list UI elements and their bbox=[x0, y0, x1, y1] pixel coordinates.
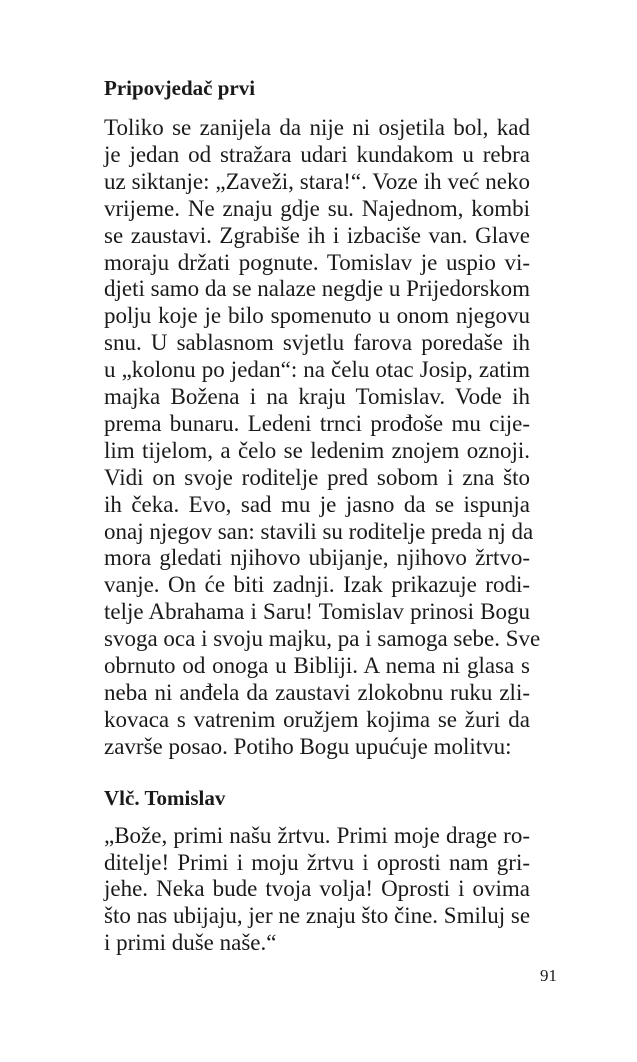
paragraph-line: lim tijelom, a čelo se ledenim znojem oznoji. bbox=[104, 437, 530, 463]
paragraph-line: vrijeme. Ne znaju gdje su. Najednom, kombi bbox=[104, 195, 530, 221]
paragraph-line: polju koje je bilo spomenuto u onom njegovu bbox=[104, 303, 530, 329]
paragraph-line: svoga oca i svoju majku, pa i samoga sebe. Sve bbox=[104, 626, 541, 652]
paragraph-line: završe posao. Potiho Bogu upućuje molitvu: bbox=[104, 733, 512, 759]
paragraph-line: mora gledati njihovo ubijanje, njihovo žrtvo- bbox=[104, 545, 530, 571]
paragraph-line: snu. U sablasnom svjetlu farova poredaše ih bbox=[104, 330, 530, 356]
page-number: 91 bbox=[540, 966, 557, 985]
paragraph-line: majka Božena i na kraju Tomislav. Vode ih bbox=[104, 384, 530, 409]
paragraph-line: telje Abrahama i Saru! Tomislav prinosi Bogu bbox=[104, 599, 530, 625]
paragraph-line: Toliko se zanijela da nije ni osjetila bol, kad bbox=[104, 115, 530, 140]
paragraph-line: u „kolonu po jedan“: na čelu otac Josip, zatim bbox=[104, 357, 530, 383]
quote-line: i primi duše naše.“ bbox=[104, 930, 277, 956]
paragraph-line: je jedan od stražara udari kundakom u rebra bbox=[104, 141, 530, 167]
paragraph-line: kovaca s vatrenim oružjem kojima se žuri da bbox=[104, 706, 530, 732]
quote-line: jehe. Neka bude tvoja volja! Oprosti i ovima bbox=[104, 876, 530, 902]
paragraph-line: ih čeka. Evo, sad mu je jasno da se ispunja bbox=[104, 491, 530, 517]
quote-line: što nas ubijaju, jer ne znaju što čine. Smiluj se bbox=[104, 903, 531, 929]
paragraph-line: djeti samo da se nalaze negdje u Prijedorskom bbox=[104, 276, 531, 302]
paragraph-line: obrnuto od onoga u Bibliji. A nema ni glasa s bbox=[104, 653, 530, 678]
paragraph-line: vanje. On će biti zadnji. Izak prikazuje rodi- bbox=[104, 572, 530, 598]
paragraph-line: neba ni anđela da zaustavi zlokobnu ruku zli- bbox=[104, 679, 530, 705]
paragraph-line: uz siktanje: „Zaveži, stara!“. Voze ih već neko bbox=[104, 168, 530, 194]
speaker-heading-tomislav: Vlč. Tomislav bbox=[104, 785, 226, 810]
paragraph-line: Vidi on svoje roditelje pred sobom i zna što bbox=[104, 464, 530, 490]
paragraph-line: se zaustavi. Zgrabiše ih i izbaciše van. Glave bbox=[104, 222, 530, 248]
speaker-heading-narrator: Pripovjedač prvi bbox=[104, 76, 256, 100]
paragraph-line: prema bunaru. Ledeni trnci prođoše mu cije- bbox=[104, 410, 530, 436]
paragraph-line: moraju držati pognute. Tomislav je uspio vi- bbox=[104, 249, 530, 275]
quote-line: „Bože, primi našu žrtvu. Primi moje drage ro- bbox=[104, 822, 530, 848]
quote-line: ditelje! Primi i moju žrtvu i oprosti nam gri- bbox=[104, 849, 530, 875]
paragraph-line: onaj njegov san: stavili su roditelje preda nj da bbox=[104, 518, 534, 544]
